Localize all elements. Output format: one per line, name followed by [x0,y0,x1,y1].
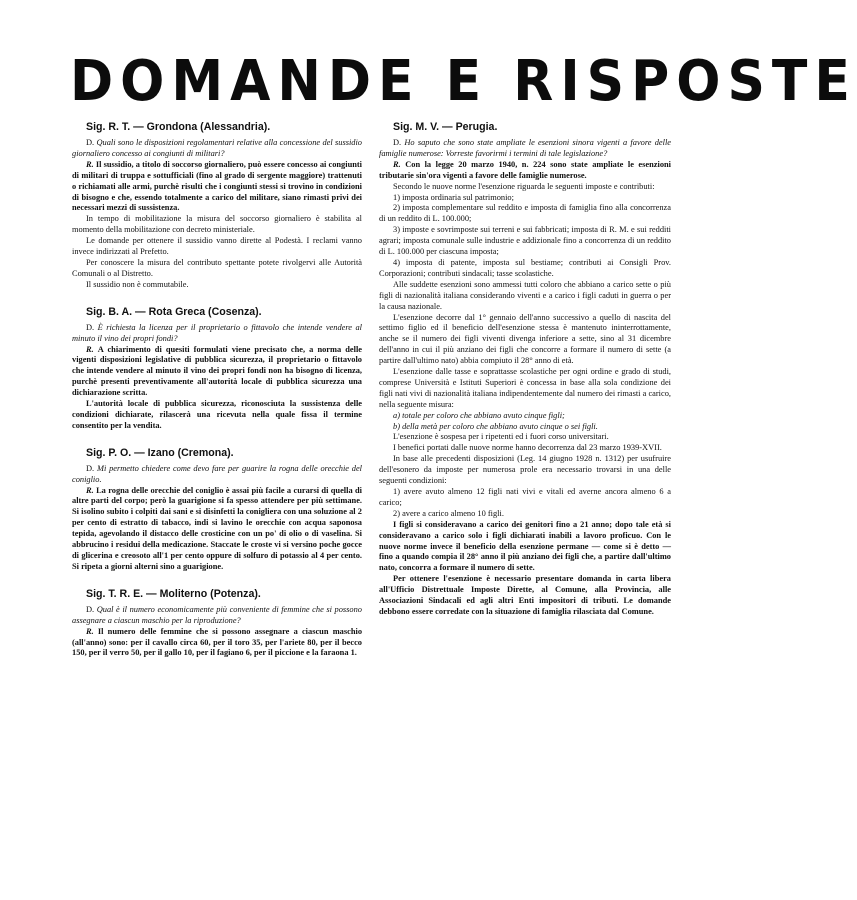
qa-paragraph: L'esenzione dalle tasse e soprattasse scolastiche per ogni ordine e grado di studi, comprese Università e Istituti Superiori è concessa in base alla sola condizione dei figli nati vivi di nazionalità italiana indipendentemente dal numero dei rimasti a carico, nella seguente misura: [379,367,671,409]
qa-paragraph: In tempo di mobilitazione la misura del soccorso giornaliero è stabilita al momento della mobilitazione con decreto ministeriale. [72,214,362,235]
qa-paragraph: L'autorità locale di pubblica sicurezza, riconosciuta la sussistenza delle condizioni dichiarate, rilascerà una ricevuta nella quale fissa il termine consentito per la vendita. [72,399,362,430]
qa-heading: Sig. P. O. — Izano (Cremona). [86,446,234,459]
qa-paragraph: Per conoscere la misura del contributo spettante potete rivolgervi alle Autorità Comunali o al Distretto. [72,257,362,278]
qa-paragraph: Secondo le nuove norme l'esenzione riguarda le seguenti imposte e contributi: [393,181,655,191]
qa-paragraph: L'esenzione è sospesa per i ripetenti ed i fuori corso universitari. [393,432,609,442]
qa-heading: Sig. T. R. E. — Moliterno (Potenza). [86,587,261,600]
exemption-list-item: b) della metà per coloro che abbiano avuto cinque o sei figli. [393,421,598,431]
tax-list-item: 1) imposta ordinaria sul patrimonio; [393,192,514,202]
qa-paragraph: Il sussidio non è commutabile. [86,279,189,289]
qa-paragraph: I figli si consideravano a carico dei genitori fino a 21 anno; dopo tale età si consideravano a carico solo i figli dichiarati inabili a lavoro proficuo. Con le nuove norme invece il beneficio della esenzione permane — come si è detto — fino a quando compia il 28° anno il più anziano dei figli che, a partire dall'ultimo nato, concorra a formare il numero di sette. [379,519,671,573]
qa-question: D. Ho saputo che sono state ampliate le esenzioni sinora vigenti a favore delle famiglie numerose: Vorreste favorirmi i termini di tale legislazione? [379,138,671,158]
qa-answer: R. Il sussidio, a titolo di soccorso giornaliero, può essere concesso ai congiunti di militari di truppa e sottufficiali (fino al grado di sergente maggiore) trattenuti o richiamati alle armi, purchè risulti che i congiunti stessi si trovino in condizioni di bisogno e che, essendo totalmente a carico del militare, siano rimasti privi dei necessari mezzi di sussistenza. [72,159,363,213]
qa-paragraph: Per ottenere l'esenzione è necessario presentare domanda in carta libera all'Ufficio Distrettuale Imposte Dirette, al Comune, alla Provincia, alle Associazioni Sindacali ed agli altri Enti impositori di tributi. Le domande debbono essere corredate con la situazione di famiglia rilasciata dal Comune. [379,574,671,616]
qa-paragraph: Alle suddette esenzioni sono ammessi tutti coloro che abbiano a carico sette o più figli di nazionalità italiana considerando viventi e a carico i figli caduti in guerra o per la causa nazionale. [379,279,671,311]
tax-list-item: 2) imposta complementare sul reddito e imposta di famiglia fino alla concorrenza di un reddito di L. 100.000; [379,203,671,224]
qa-heading: Sig. B. A. — Rota Greca (Cosenza). [86,305,262,318]
left-column [72,120,362,673]
condition-list-item: 2) avere a carico almeno 10 figli. [393,508,504,518]
qa-entry-rota-greca [72,305,362,432]
qa-heading: Sig. R. T. — Grondona (Alessandria). [86,121,271,133]
qa-paragraph: Le domande per ottenere il sussidio vanno dirette al Podestà. I reclami vanno invece indirizzati al Prefetto. [72,236,362,257]
qa-question: D. Qual è il numero economicamente più conveniente di femmine che si possono assegnare a ciascun maschio per la riproduzione? [72,604,362,625]
tax-list-item: 3) imposte e sovrimposte sui terreni e sui fabbricati; imposta di R. M. e sui redditi agrari; imposta comunale sulle industrie e addizionale fino a concorrenza di un reddito di L. 100.000 per ciascuna imposta; [379,225,671,257]
right-column [379,120,671,632]
qa-entry-izano [72,446,362,573]
condition-list-item: 1) avere avuto almeno 12 figli nati vivi e vitali ed averne ancora almeno 6 a carico; [379,487,671,507]
qa-answer: R. La rogna delle orecchie del coniglio è assai più facile a curarsi di quella di altre parti del corpo; però la guarigione si fa spesso attendere per più settimane. Si isolino subito i colpiti dai sani e si disinfetti la conigliera con una soluzione al 2 per cento di estratto di tabacco, indi si lavino le orecchie con acqua saponosa tepida, agevolando il distacco delle crosticine con un po' di olio o di vaselina. Si abbrucino i residui della medicazione. Staccate le croste vi si versino poche gocce di glicerina e creosoto all'1 per cento oppure di solfuro di potassio al 4 per cento. Si ripeta a giorni alterni sino a guarigione. [72,485,363,571]
qa-paragraph: I benefici portati dalle nuove norme hanno decorrenza dal 23 marzo 1939-XVII. [393,443,662,453]
qa-answer: R. Il numero delle femmine che si possono assegnare a ciascun maschio (all'anno) sono: per il cavallo circa 60, per il toro 35, per l'ariete 80, per il becco 150, per il verro 50, per il gallo 10, per il fagiano 6, per il piccione e la faraona 1. [72,626,363,658]
qa-question: D. Mi permetto chiedere come devo fare per guarire la rogna delle orecchie del coniglio. [72,463,363,484]
page-title: DOMANDE E RISPOSTE [70,49,857,115]
qa-answer: R. Con la legge 20 marzo 1940, n. 224 sono state ampliate le esenzioni tributarie sin'ora vigenti a favore delle famiglie numerose. [379,159,671,180]
exemption-list-item: a) totale per coloro che abbiano avuto cinque figli; [393,410,565,420]
qa-paragraph: L'esenzione decorre dal 1° gennaio dell'anno successivo a quello di nascita del settimo figlio ed il beneficio dell'esenzione stessa è mantenuto ininterrottamente, anche se il numero dei figli viventi divenga inferiore a sette, sino al 31 dicembre dell'anno in cui il più anziano dei figli che concorre a formare il numero di sette (a partire dall'ultimo nato) abbia compiuto il 28° anno di età. [379,312,671,366]
qa-answer: R. A chiarimento di quesiti formulati viene precisato che, a norma delle vigenti disposizioni legislative di pubblica sicurezza, il proprietario o fittavolo che intende vendere al minuto il vino dei propri fondi non ha bisogno di licenza, purchè presenti preventivamente all'autorità locale di pubblica sicurezza una dichiarazione scritta. [72,344,363,398]
qa-heading: Sig. M. V. — Perugia. [393,121,498,133]
qa-entry-grondona [72,120,362,291]
tax-list-item: 4) imposta di patente, imposta sul bestiame; contributi ai Consigli Prov. Corporazioni; contributi sindacali; tasse scolastiche. [379,257,671,278]
qa-entry-moliterno [72,587,362,660]
qa-question: D. È richiesta la licenza per il proprietario o fittavolo che intende vendere al minuto il vino dei propri fondi? [72,322,362,343]
qa-paragraph: In base alle precedenti disposizioni (Leg. 14 giugno 1928 n. 1312) per usufruire dell'esonero da imposte per numerosa prole era necessario trovarsi in una delle seguenti condizioni: [379,454,671,486]
qa-question: D. Quali sono le disposizioni regolamentari relative alla concessione del sussidio giornaliero concesso ai congiunti di militari? [72,138,362,158]
qa-entry-perugia [379,120,671,618]
